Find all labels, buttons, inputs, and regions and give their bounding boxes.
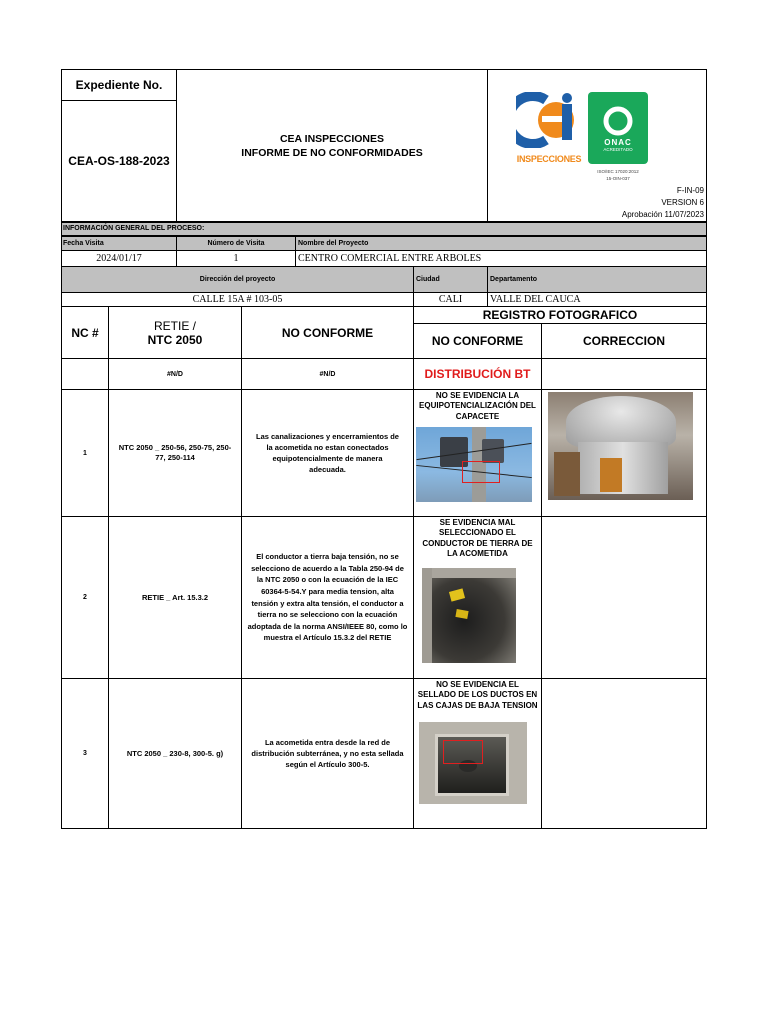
row-3-correccion-cell [541, 678, 707, 829]
fecha-value: 2024/01/17 [61, 250, 177, 267]
expediente-label: Expediente No. [61, 69, 177, 101]
row-3-photo-caption: NO SE EVIDENCIA EL SELLADO DE LOS DUCTOS EN LAS CAJAS DE BAJA TENSION [417, 680, 538, 710]
ciudad-label: Ciudad [413, 266, 488, 293]
fecha-label: Fecha Visita [61, 236, 177, 251]
row-1-description: Las canalizaciones y encerramientos de la acometida no estan conectados equipotencialmente de manera adecuada. [241, 389, 414, 517]
form-version: VERSION 6 [661, 198, 704, 207]
direccion-label: Dirección del proyecto [61, 266, 414, 293]
section-label: DISTRIBUCIÓN BT [413, 358, 542, 390]
proyecto-label: Nombre del Proyecto [295, 236, 707, 251]
title-cell [176, 69, 488, 222]
row-2-photo-image [422, 568, 516, 663]
registro-header: REGISTRO FOTOGRAFICO [413, 306, 707, 324]
cea-logo-graphic [516, 92, 582, 148]
col-retie-line1: RETIE / [153, 318, 196, 333]
row-1-highlight-box [462, 461, 500, 483]
cea-logo [516, 92, 582, 164]
nd-row-nc [61, 358, 109, 390]
departamento-label: Departamento [487, 266, 707, 293]
row-1-photo-image [416, 427, 532, 502]
col-noconforme-header: NO CONFORME [241, 306, 414, 359]
iso-line-1: ISO/IEC 17020:2012 [597, 169, 639, 174]
iso-line-2: 15-OIN-037 [606, 176, 630, 181]
row-1-photo-cell [413, 389, 542, 517]
logo-cell [487, 69, 707, 222]
col-nc-header: NC # [61, 306, 109, 359]
general-info-title: INFORMACIÓN GENERAL DEL PROCESO: [61, 222, 707, 236]
row-3-photo-cell [413, 678, 542, 829]
visita-label: Número de Visita [176, 236, 296, 251]
onac-ring-icon [601, 104, 635, 138]
departamento-value: VALLE DEL CAUCA [487, 292, 707, 307]
onac-text: ONAC [604, 138, 632, 147]
nd-row-correccion [541, 358, 707, 390]
row-3-highlight-box [443, 740, 483, 764]
nd-row-retie: #N/D [108, 358, 242, 390]
col-retie-header [108, 306, 242, 359]
row-2-nc: 2 [61, 516, 109, 679]
form-approval: Aprobación 11/07/2023 [621, 210, 704, 219]
proyecto-value: CENTRO COMERCIAL ENTRE ARBOLES [295, 250, 707, 267]
row-2-photo-caption: SE EVIDENCIA MAL SELECCIONADO EL CONDUCTOR DE TIERRA DE LA ACOMETIDA [422, 518, 533, 559]
col-photo-nc-header: NO CONFORME [413, 323, 542, 359]
visita-value: 1 [176, 250, 296, 267]
report-title: INFORME DE NO CONFORMIDADES [241, 146, 423, 159]
row-3-description: La acometida entra desde la red de distribución subterránea, y no esta sellada según el Artículo 300-5. [241, 678, 414, 829]
col-retie-line2: NTC 2050 [147, 332, 203, 347]
row-2-norm: RETIE _ Art. 15.3.2 [108, 516, 242, 679]
form-code: F-IN-09 [676, 186, 704, 195]
row-3-photo-image [419, 722, 527, 804]
row-3-norm: NTC 2050 _ 230-8, 300-5. g) [108, 678, 242, 829]
row-2-description: El conductor a tierra baja tensión, no se selecciono de acuerdo a la Tabla 250-94 de la NTC 2050 o con la ecuación de la IEC 60364-5-54.Y para media tension, alta tensión y extra alta tensión, el conductor a tierra no se selecciono con la ecuación adoptada de la norma ANSI/IEEE 80, como lo muestra el Artículo 15.3.2 del RETIE [241, 516, 414, 679]
cea-logo-text: INSPECCIONES [516, 154, 582, 164]
row-1-correccion-image [548, 392, 693, 500]
onac-subtext: ACREDITADO [603, 147, 633, 152]
row-2-correccion-cell [541, 516, 707, 679]
company-name: CEA INSPECCIONES [279, 132, 385, 145]
onac-logo [588, 92, 648, 164]
nd-row-noconforme: #N/D [241, 358, 414, 390]
row-3-nc: 3 [61, 678, 109, 829]
ciudad-value: CALI [413, 292, 488, 307]
row-1-photo-caption: NO SE EVIDENCIA LA EQUIPOTENCIALIZACIÓN DEL CAPACETE [419, 391, 536, 421]
col-correccion-header: CORRECCION [541, 323, 707, 359]
row-2-photo-cell [413, 516, 542, 679]
row-1-nc: 1 [61, 389, 109, 517]
row-1-correccion-cell [541, 389, 707, 517]
row-1-norm: NTC 2050 _ 250-56, 250-75, 250-77, 250-114 [108, 389, 242, 517]
expediente-value: CEA-OS-188-2023 [61, 100, 177, 222]
direccion-value: CALLE 15A # 103-05 [61, 292, 414, 307]
